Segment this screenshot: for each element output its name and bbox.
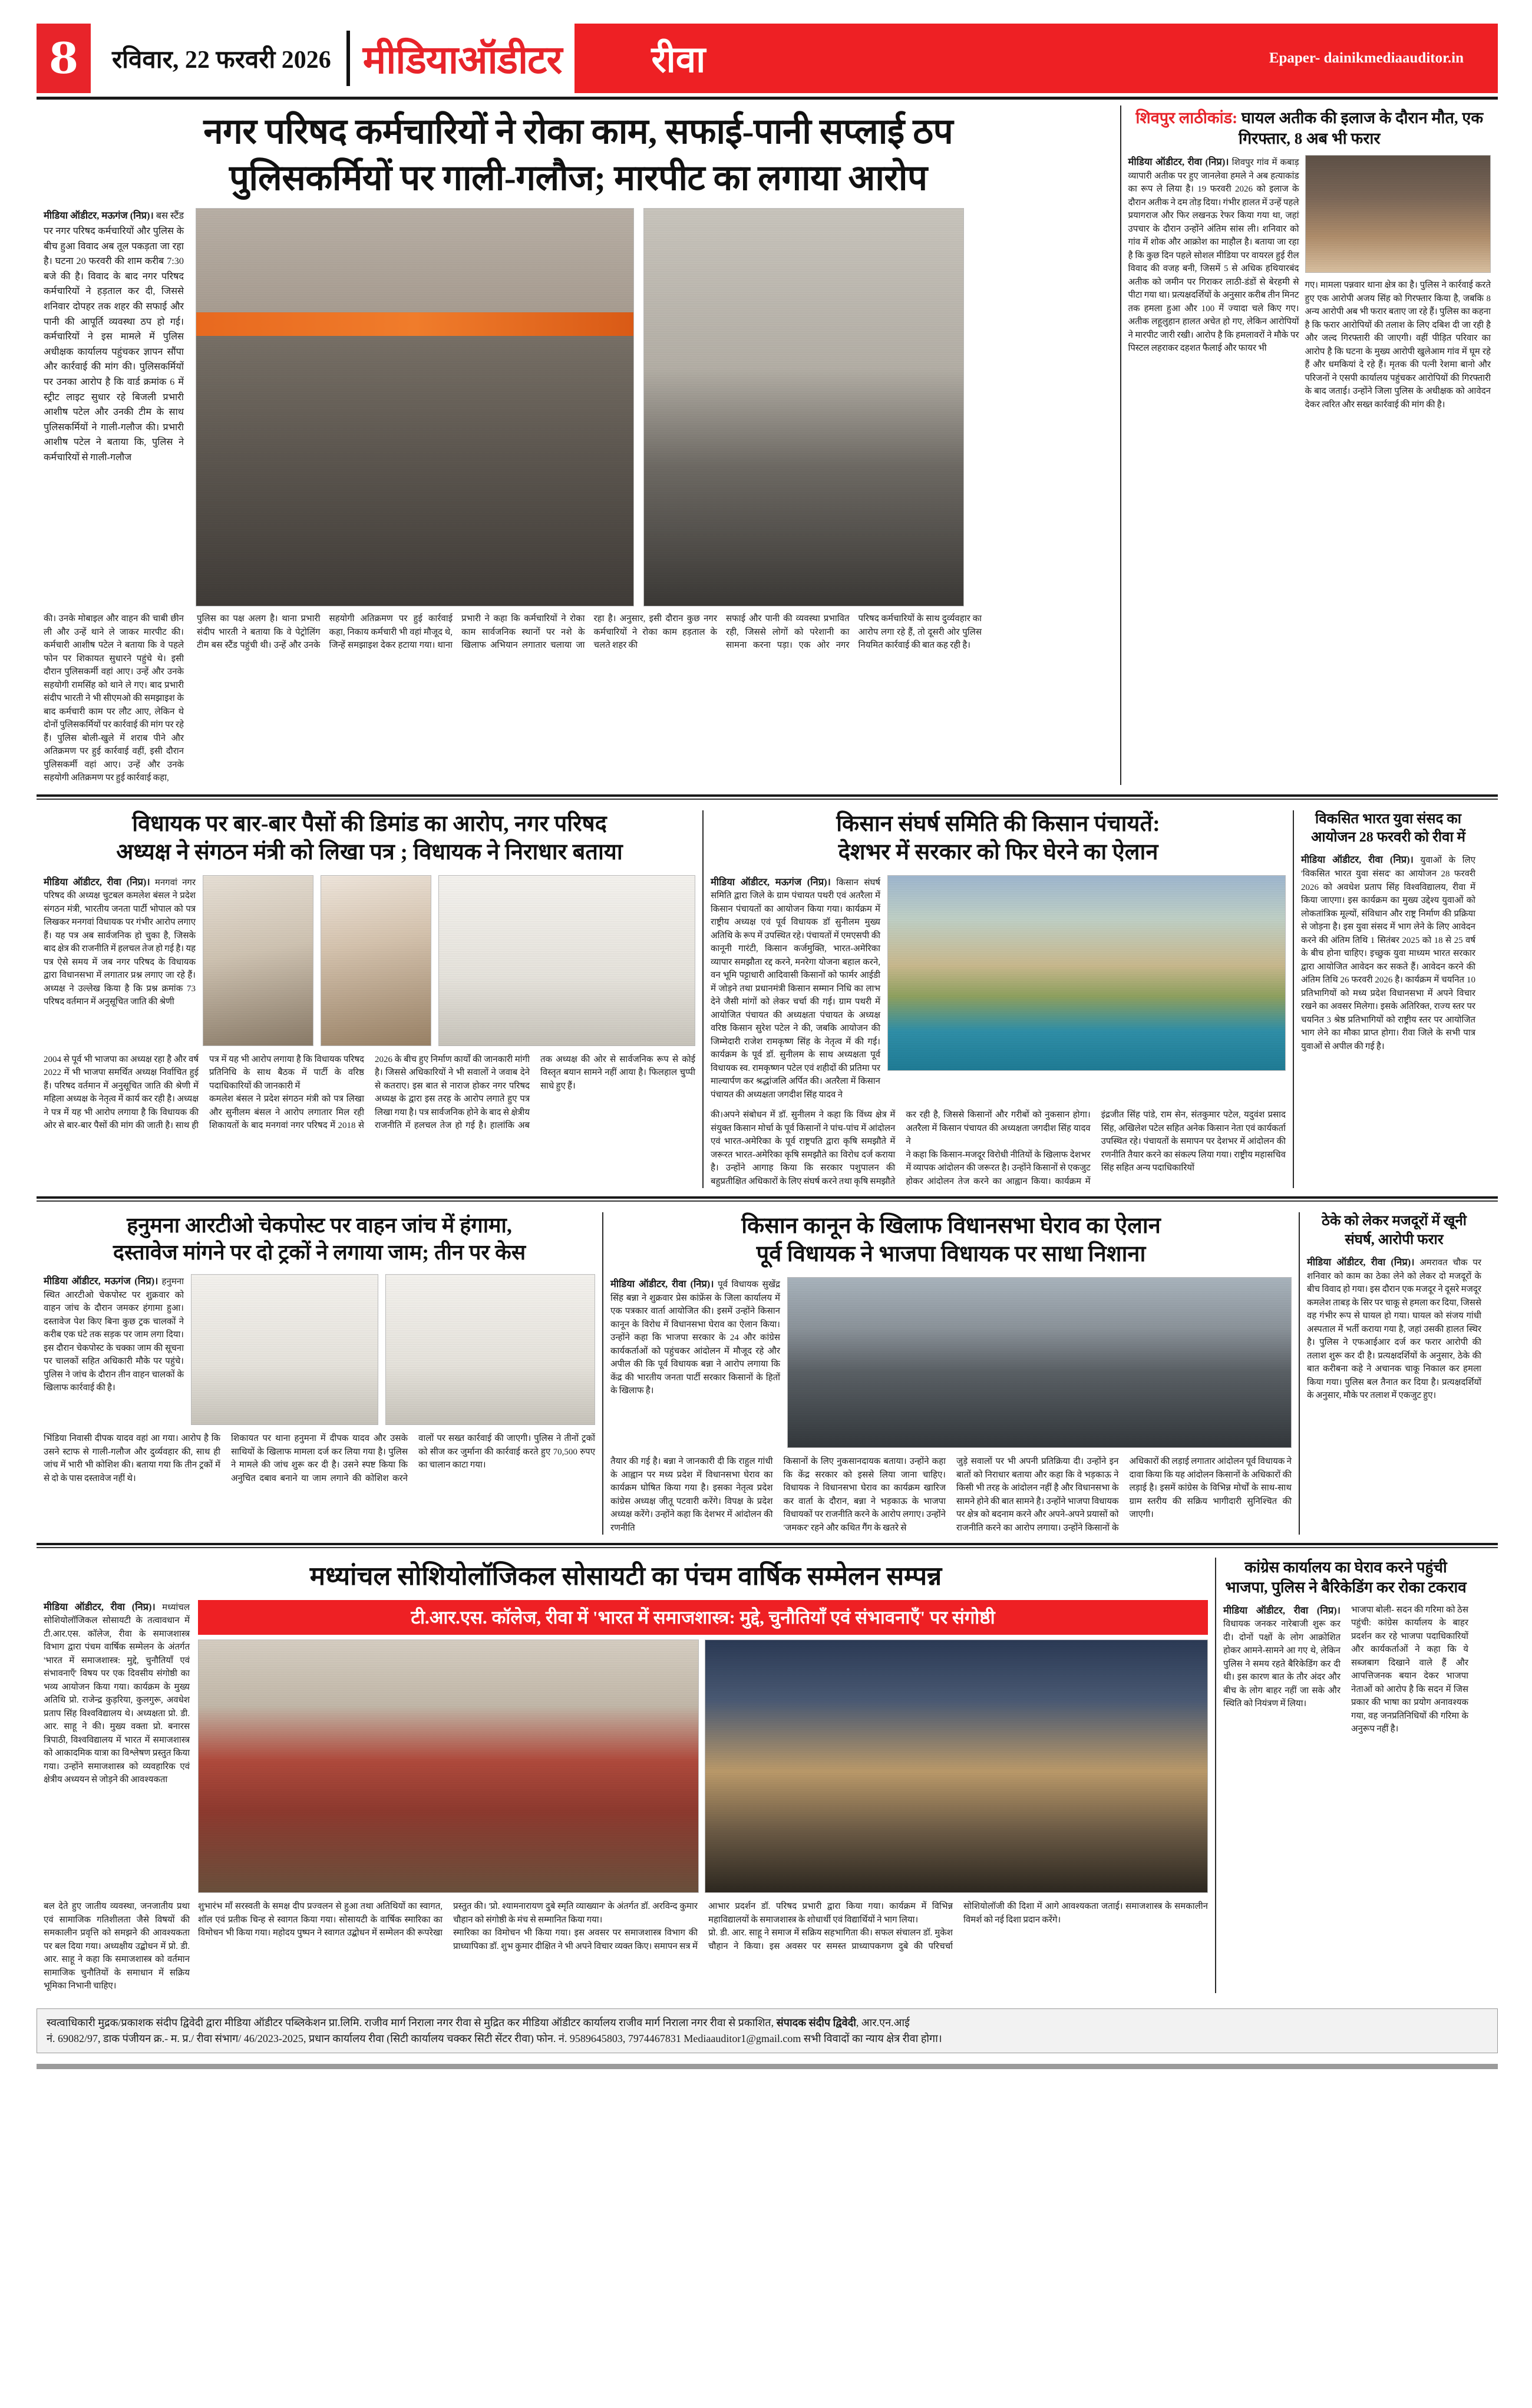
row2-mid-byline: मीडिया ऑडीटर, मऊगंज (निप्र)। (711, 876, 831, 888)
row2-right-byline: मीडिया ऑडीटर, रीवा (निप्र)। (1301, 854, 1414, 866)
row2-left-body2: 2004 से पूर्व भी भाजपा का अध्यक्ष रहा है और वर्ष 2022 में भी भाजपा समर्थित अध्यक्ष निर्वाचित हुई हैं। परिषद वर्तमान में अनुसूचित जाति की श्रेणी में महिला अध्यक्ष के नेतृत्व में कार्य कर रही है। अध्यक्ष ने पत्र में यह भी आरोप लगाया है कि विधायक की ओर से बार-बार पैसों की मांग की जाती है। साथ ही पत्र में यह भी आरोप लगाया है कि विधायक परिषद प्रतिनिधि के साथ बैठक में पार्टी के वरिष्ठ पदाधिकारियों की जानकारी में (44, 1054, 364, 1131)
row3-right-body (1307, 1255, 1481, 1403)
date-block (91, 24, 346, 93)
row2-mid-body1: किसान संघर्ष समिति द्वारा जिले के ग्राम पंचायत पथरी एवं अतरैला में किसान पंचायतों का आयोजन किया गया। कार्यक्रम में राष्ट्रीय अध्यक्ष एवं पूर्व विधायक डॉ सुनीलम मुख्य अतिथि के रूप में उपस्थित रहे। पंचायतों में एमएसपी की कानूनी गारंटी, किसान कर्जमुक्ति, भारत-अमेरिका व्यापार समझौता रद्द करने, मनरेगा योजना बहाल करने, वन भूमि पट्टाधारी आदिवासी किसानों को फार्मर आईडी में जोड़ने तथा प्रधानमंत्री किसान सम्मान निधि का लाभ देने जैसी मांगों को लेकर चर्चा की गई। ग्राम पथरी में आयोजित पंचायत की अध्यक्षता पंचायत के अध्यक्ष वरिष्ठ किसान सुरेश पटेल ने की, जबकि आयोजन की जिम्मेदारी राजेश रामकृष्ण सिंह के नेतृत्व में की गई। कार्यक्रम के पूर्व डॉ. सुनीलम के साथ अध्यक्षता पूर्व विधायक स्व. रामकृष्णन पटेल एवं शहीदों की प्रतिमा पर माल्यार्पण कर श्रद्धांजलि अर्पित की। अतरैला में किसान पंचायत की अध्यक्षता जगदीश सिंह यादव ने (711, 878, 881, 1100)
row3-mid-byline: मीडिया ऑडीटर, रीवा (निप्र)। (610, 1278, 714, 1290)
side-top-col2: गए। मामला पन्नवार थाना क्षेत्र का है। पुलिस ने कार्रवाई करते हुए एक आरोपी अजय सिंह को गिरफ्तार किया है, जबकि 8 अन्य आरोपी अब भी फरार बताए जा रहे हैं। पुलिस का कहना है कि फरार आरोपियों की तलाश के लिए दबिश दी जा रही है और जल्द गिरफ्तारी की जाएगी। वहीं पीड़ित परिवार का आरोप है कि घटना के मुख्य आरोपी खुलेआम गांव में घूम रहे हैं और धमकियां दे रहे हैं। मृतक की पत्नी रेशमा बानो और परिजनों ने एसपी कार्यालय पहुंचकर आरोपियों की गिरफ्तारी के बाद जताई। उन्होंने जिला पुलिस के अधीक्षक को आवेदन देकर त्वरित और सख्त कार्रवाई की मांग की है। (1305, 281, 1491, 410)
row3-story-mid (603, 1212, 1299, 1535)
footer-imprint (37, 2008, 1498, 2053)
row3-right-byline: मीडिया ऑडीटर, रीवा (निप्र)। (1307, 1256, 1415, 1268)
row3-mid-body3: किसानों के लिए नुकसानदायक बताया। उन्होंने कहा कि केंद्र सरकार को इससे लिया जाना चाहिए। विधायक ने विधानसभा घेराव का कार्यक्रम खारिज कर वार्ता के दौरान, बन्ना ने भड़काऊ के भाजपा विधायकों पर राजनीति करने के आरोप लगाए। उन्होंने 'जमकर' रहने और कथित गैंग के खतरे से (783, 1457, 946, 1533)
row3-mid-body1: पूर्व विधायक सुखेंद्र सिंह बन्ना ने शुक्रवार प्रेस कांफ्रेंस के जिला कार्यालय में एक पत्रकार वार्ता आयोजित की। इसमें उन्होंने किसान कानून के विरोध में विधानसभा घेराव का ऐलान किया। उन्होंने कहा कि भाजपा सरकार के 24 और कांग्रेस कार्यकर्ताओं को पहुंचकर आंदोलन में मौजूद रहे और अपील की कि पूर्व विधायक बन्ना ने आरोप लगाया कि केंद्र की भारतीय जनता पार्टी सरकार किसानों के हितों के खिलाफ है। (610, 1280, 780, 1396)
row2-mid-headline-line1: किसान संघर्ष समिति की किसान पंचायतें: (836, 811, 1160, 836)
lead-headline-line2: पुलिसकर्मियों पर गाली-गलौज; मारपीट का लगाया आरोप (229, 159, 927, 198)
page-number-badge (37, 24, 91, 93)
row2-left-body3: कमलेश बंसल ने प्रदेश संगठन मंत्री को पत्र लिखा और सुनीलम बंसल ने आरोप लगातार मिल रही शिकायतों के बाद मनगवां नगर परिषद में 2018 से 2026 के बीच हुए निर्माण कार्यों की जानकारी मांगी है। जिससे अधिकारियों ने भी सवालों ने जवाब देने से कतराए। इस बात से नाराज होकर नगर परिषद अध्यक्ष के द्वारा इस तरह के आरोप लगाते हुए पत्र लिखा गया है। पत्र सार्वजनिक होने के बाद से क्षेत्रीय राजनीति में हलचल तेज हो गई है। हालांकि अब तक अध्यक्ष की ओर से सार्वजनिक रूप से कोई विस्तृत बयान सामने नहीं आया है। फिलहाल चुप्पी साधे हुए हैं। (209, 1054, 695, 1131)
row3-left-headline-line2: दस्तावेज मांगने पर दो ट्रकों ने लगाया जाम; तीन पर केस (113, 1240, 526, 1264)
brand-logo: मीडियाऑडीटर (362, 39, 562, 82)
row3-left-byline: मीडिया ऑडीटर, मऊगंज (निप्र)। (44, 1275, 159, 1287)
lead-col3: पुलिस का पक्ष अलग है। थाना प्रभारी संदीप भारती ने बताया कि वे पेट्रोलिंग टीम बस स्टैंड पहुंची थी। उन्हें और उनके सहयोगी अतिक्रमण पर हुई कार्रवाई कहा, निकाय कर्मचारी भी वहां मौजूद थे, जिन्हें समझाइश देकर हटाया गया। थाना प्रभारी ने कहा कि कर्मचारियों ने रोका काम सार्वजनिक स्थानों पर नशे के खिलाफ अभियान लगातार चलाया जा रहा है। अनुसार, इसी दौरान कुछ नगर कर्मचारियों ने रोका काम हड़ताल के चलते शहर की (197, 614, 717, 651)
row3-left-headline-line1: हनुमना आरटीओ चेकपोस्ट पर वाहन जांच में हंगामा, (127, 1213, 512, 1238)
row-2 (37, 810, 1498, 1189)
row3-left-photo-doc1 (191, 1274, 378, 1425)
row4-photo-stage (705, 1640, 1208, 1893)
row3-story-left (37, 1212, 602, 1485)
row4-right-body1: विधायक जनकर नारेबाजी शुरू कर दी। दोनों पक्षों के लोग आक्रोशित होकर आमने-सामने आ गए थे, लेकिन पुलिस ने समय रहते बैरिकेडिंग कर दी थी। इस कारण बात के तौर अंदर और बीच के लोग बाहर नहीं जा सके और स्थिति को नियंत्रण में लिया। (1223, 1619, 1340, 1709)
row2-left-photo-man (203, 875, 313, 1046)
side-top-kicker: शिवपुर लाठीकांड: (1135, 109, 1238, 127)
row4-right-body2: भाजपा बोली- सदन की गरिमा को ठेस पहुंची: कांग्रेस कार्यालय के बाहर प्रदर्शन कर रहे भाजपा पदाधिकारियों और कार्यकर्ताओं ने कहा कि ये सब्जबाग दिखाने वाले हैं और आपत्तिजनक बयान देकर भाजपा नेताओं को आरोप है कि सदन में जिस प्रकार की भाषा का प्रयोग अनावश्यक गया, वह जनप्रतिनिधियों की गरिमा के अनुरूप नहीं है। (1351, 1605, 1468, 1734)
brand-block (350, 24, 575, 93)
footer-line1a: स्वत्वाधिकारी मुद्रक/प्रकाशक संदीप द्विवेदी द्वारा मीडिया ऑडीटर पब्लिकेशन प्रा.लिमि. राजीव मार्ग निराला नगर रीवा से मुद्रित कर मीडिया ऑडीटर कार्यालय राजीव मार्ग निराला नगर रीवा से प्रकाशित, (47, 2016, 777, 2028)
edition-name: रीवा (651, 40, 706, 80)
row3-bottom-rule2 (37, 1547, 1498, 1548)
lead-photo-protest (196, 208, 634, 606)
lead-byline: मीडिया ऑडीटर, मऊगंज (निप्र)। (44, 210, 154, 222)
row2-mid-photo-panchayat (887, 875, 1286, 1071)
row4-feature (37, 1558, 1215, 1993)
side-top-story (1121, 105, 1498, 785)
row2-mid-body3: ने कहा कि किसान-मजदूर विरोधी नीतियों के खिलाफ देशभर में व्यापक आंदोलन की जरूरत है। उन्होंने किसानों से एकजुट होकर आंदोलन तेज करने का आह्वान किया। कार्यक्रम में इंद्रजीत सिंह पांडे, राम सेन, संतकुमार पटेल, यदुवंश प्रसाद सिंह, अखिलेश पटेल सहित अनेक किसान नेता एवं कार्यकर्ता उपस्थित रहे। पंचायतों के समापन पर देशभर में आंदोलन की रणनीति तैयार करने का संकल्प लिया गया। राष्ट्रीय महासचिव सिंह सहित अन्य पदाधिकारियों (906, 1110, 1286, 1186)
side-top-body1: शिवपुर गांव में कबाड़ व्यापारी अतीक पर हुए जानलेवा हमले ने अब हत्याकांड का रूप ले लिया है। 19 फरवरी 2026 को इलाज के दौरान अतीक ने दम तोड़ दिया। गंभीर हालत में उन्हें पहले प्रयागराज और फिर लखनऊ रेफर किया गया था, जहां उपचार के दौरान उन्होंने अंतिम सांस ली। शनिवार को गांव में शोक और आक्रोश का माहौल है। बताया जा रहा है कि कुछ दिन पहले सोशल मीडिया पर वायरल हुई रील विवाद की वजह बनी, जिसमें 5 से अधिक हथियारबंद अतीक को जमीन पर गिराकर लाठी-डंडों से बेरहमी से पीटा गया था। प्रत्यक्षदर्शियों के अनुसार करीब तीन मिनट तक हमला हुआ और 100 में ज्यादा चले किए गए। अतीक लहूलुहान हालत अचेत हो गए, लेकिन आरोपियों ने मारपीट जारी रखी। आरोप है कि हमलावरों ने मौके पर पिस्टल लहराकर दहशत फैलाई और फायर भी (1128, 158, 1299, 354)
row3-story-right (1300, 1212, 1488, 1402)
row2-story-mid (704, 810, 1293, 1189)
page-number: 8 (48, 33, 79, 83)
row-3 (37, 1212, 1498, 1535)
row-lead (37, 105, 1498, 785)
row4-right-headline-line2: भाजपा, पुलिस ने बैरिकेडिंग कर रोका टकराव (1225, 1578, 1467, 1596)
footer-line-1 (47, 2015, 1488, 2031)
row4-right-headline-line1: कांग्रेस कार्यालय का घेराव करने पहुंची (1244, 1559, 1447, 1576)
row2-left-photo-letter (438, 875, 695, 1046)
publication-date: रविवार, 22 फरवरी 2026 (112, 46, 331, 74)
row3-right-headline: ठेके को लेकर मजदूरों में खूनी संघर्ष, आरोपी फरार (1322, 1213, 1467, 1248)
row3-mid-body4: जुड़े सवालों पर भी अपनी प्रतिक्रिया दी। उन्होंने इन बातों को निराधार बताया और कहा कि वे भड़काऊ ने किसी भी तरह के आंदोलन नहीं है और विधानसभा के सामने होने की बात सामने है। उन्होंने भाजपा विधायक पर क्षेत्र को बदनाम करने और अपने-अपने प्रयासों को राजनीति करने का आरोप लगाया। उन्होंने किसानों के अधिकारों की लड़ाई लगातार आंदोलन पूर्व विधायक ने दावा किया कि यह आंदोलन किसानों के अधिकारों की लड़ाई है। इसमें कांग्रेस के विभिन्न मोर्चों के साथ-साथ ग्राम स्तरीय की सक्रिय भागीदारी सुनिश्चित की जाएगी। (956, 1457, 1292, 1533)
row2-mid-headline-line2: देशभर में सरकार को फिर घेरने का ऐलान (838, 839, 1158, 865)
row4-body5: प्रो. डी. आर. साहू ने समाज में सक्रिय सहभागिता की। सफल संचालन डॉ. मुकेश चौहान ने किया। इस अवसर पर समस्त प्राध्यापकगण दुबे की परिचर्चा सोशियोलॉजी की दिशा में आगे आवश्यकता जताई। समाजशास्त्र के समकालीन विमर्श को नई दिशा प्रदान करेंगे। (708, 1902, 1208, 1951)
row2-right-body-text: युवाओं के लिए 'विकसित भारत युवा संसद' का आयोजन 28 फरवरी 2026 को अवधेश प्रताप सिंह विश्वविद्यालय, रीवा में किया जाएगा। इस कार्यक्रम का मुख्य उद्देश्य युवाओं को लोकतांत्रिक मूल्यों, संविधान और राष्ट्र निर्माण की प्रक्रिया से जोड़ना है। इस युवा संसद में भाग लेने के लिए आवेदन करने की अंतिम तिथि 1 सितंबर 2025 को 18 से 25 वर्ष के बीच होना चाहिए। इच्छुक युवा माध्यम भारत सरकार द्वारा आयोजित आवेदन कर सकते हैं। आवेदन करने की अंतिम तिथि 26 फरवरी 2026 है। कार्यक्रम में चयनित 10 प्रतिभागियों को मध्य प्रदेश विधानसभा में अपने विचार रखने का अवसर मिलेगा। इसके अतिरिक्त, राज्य स्तर पर चयनित 3 श्रेष्ठ प्रतिभागियों को राष्ट्रीय स्तर पर आयोजित भाग लेने का मौका प्राप्त होगा। रीवा जिले के सभी पात्र युवाओं से अपील की गई है। (1301, 856, 1475, 1051)
row2-right-headline: विकसित भारत युवा संसद का आयोजन 28 फरवरी को रीवा में (1310, 811, 1466, 846)
footer-line1c: , आर.एन.आई (856, 2016, 910, 2028)
footer-editor: संपादक संदीप द्विवेदी (776, 2016, 856, 2028)
row4-headline: मध्यांचल सोशियोलॉजिकल सोसायटी का पंचम वार्षिक सम्मेलन सम्पन्न (309, 1562, 942, 1591)
row2-mid-body2: की।अपने संबोधन में डॉ. सुनीलम ने कहा कि विंध्य क्षेत्र में संयुक्त किसान मोर्चा के पूर्व किसानों ने पांच-पांच में आंदोलन एवं भारत-अमेरिका के पूर्व राष्ट्रपति द्वारा कृषि समझौते में जरूरत भारत-अमेरिका कृषि समझौते का विरोध दर्ज कराया है। उन्होंने आगाह किया कि सरकार पशुपालन की बहुप्रतीक्षित अधिकारों के लिए संघर्ष करने तथा कृषि समझौते कर रही है, जिससे किसानों और गरीबों को नुकसान होगा। अतरैला में किसान पंचायत की अध्यक्षता जगदीश सिंह यादव ने (711, 1110, 1091, 1186)
lead-col4: सफाई और पानी की व्यवस्था प्रभावित रही, जिससे लोगों को परेशानी का सामना करना पड़ा। एक ओर नगर परिषद कर्मचारियों के साथ दुर्व्यवहार का आरोप लगा रहे हैं, तो दूसरी ओर पुलिस नियमित कार्रवाई की बात कह रही है। (726, 614, 982, 651)
footer-line-2: नं. 69082/97, डाक पंजीयन क्र.- म. प्र./ रीवा संभाग/ 46/2023-2025, प्रधान कार्यालय रीवा (सिटी कार्यालय चक्कर सिटी सेंटर रीवा) फोन. नं. 9589645803, 7974467831 Mediaauditor1@gmail.com सभी विवादों का न्याय क्षेत्र रीवा होगा। (47, 2032, 942, 2044)
row3-mid-col1 (610, 1277, 780, 1398)
row2-left-body1: मनगवां नगर परिषद की अध्यक्ष चुटबल कमलेश बंसल ने प्रदेश संगठन मंत्री, भारतीय जनता पार्टी भोपाल को पत्र लिखकर मनगवां विधायक पर गंभीर आरोप लगाए हैं। यह पत्र अब सार्वजनिक हो चुका है, जिसके बाद क्षेत्र की राजनीति में हलचल तेज हो गई है। यह पत्र ऐसे समय में जब नगर परिषद के विधायक द्वारा विधानसभा में लगातार प्रश्न लगाए जा रहे हैं। अध्यक्ष ने उल्लेख किया है कि प्रश्न क्रमांक 73 परिषद वर्तमान में अनुसूचित जाति की श्रेणी (44, 878, 196, 1007)
row2-left-col1 (44, 875, 196, 1009)
row3-left-col1 (44, 1274, 184, 1395)
row4-body2: बल देते हुए जातीय व्यवस्था, जनजातीय प्रथा एवं सामाजिक गतिशीलता जैसे विषयों की समकालीन प्रवृत्ति को समझने की आवश्यकता पर बल दिया गया। अध्यक्षीय उद्बोधन में प्रो. डी. आर. साहू ने कहा कि समाजशास्त्र को वर्तमान सामाजिक चुनौतियों के समाधान में सक्रिय भूमिका निभानी चाहिए। (44, 1902, 190, 1991)
lead-col1 (44, 208, 184, 465)
row3-mid-headline-line1: किसान कानून के खिलाफ विधानसभा घेराव का ऐलान (741, 1213, 1161, 1239)
row4-photo-audience (198, 1640, 699, 1893)
row4-story-right (1216, 1558, 1475, 1736)
row3-left-body1: हनुमना स्थित आरटीओ चेकपोस्ट पर शुक्रवार को वाहन जांच के दौरान जमकर हंगामा हुआ। दस्तावेज पेश किए बिना कुछ ट्रक चालकों ने करीब एक घंटे तक सड़क पर जाम लगा दिया। इस दौरान चेकपोस्ट के चक्का जाम की सूचना पर चालकों सहित अधिकारी मौके पर पहुंचे। पुलिस ने जांच के दौरान तीन वाहन चालकों के खिलाफ कार्रवाई की है। (44, 1277, 184, 1393)
lead-body1: बस स्टैंड पर नगर परिषद कर्मचारियों और पुलिस के बीच हुआ विवाद अब तूल पकड़ता जा रहा है। घटना 20 फरवरी की शाम करीब 7:30 बजे की है। विवाद के बाद नगर परिषद कर्मचारियों ने हड़ताल कर दी, जिससे शनिवार दोपहर तक शहर की सफाई और पानी की आपूर्ति व्यवस्था ठप हो गई। कर्मचारियों ने इस मामले में पुलिस अधीक्षक कार्यालय पहुंचकर ज्ञापन सौंपा और कार्रवाई की मांग की। पुलिसकर्मियों पर उनका आरोप है कि वार्ड क्रमांक 6 में स्ट्रीट लाइट सुधार रहे बिजली प्रभारी आशीष पटेल और उनकी टीम के साथ पुलिसकर्मियों ने गाली-गलौज की। प्रभारी आशीष पटेल ने बताया कि, पुलिस ने कर्मचारियों से गाली-गलौज (44, 210, 184, 463)
row4-right-byline: मीडिया ऑडीटर, रीवा (निप्र)। (1223, 1604, 1340, 1616)
row2-left-photo-woman (321, 875, 431, 1046)
row4-right-body (1223, 1604, 1340, 1711)
row-4 (37, 1558, 1498, 1993)
row4-byline: मीडिया ऑडीटर, रीवा (निप्र)। (44, 1601, 156, 1612)
row2-story-right (1294, 810, 1483, 1053)
lead-col2: की। उनके मोबाइल और वाहन की चाबी छीन ली और उन्हें थाने ले जाकर मारपीट की। कर्मचारी आशीष पटेल ने बताया कि वे पहले फोन पर शिकायत सुधारने पहुंचे थे। इसी दौरान पुलिसकर्मी वहां आए। उन्हें और उनके सहयोगी रामसिंह को थाने ले गए। बाद प्रभारी संदीप भारती ने भी सीएमओ की समझाइश के बाद कर्मचारी काम पर लौट आए, लेकिन थे दोनों पुलिसकर्मियों पर कार्रवाई की मांग पर रहे हैं। पुलिस बोली-खुले में शराब पीने और अतिक्रमण पर हुई कार्रवाई वहीं, इसी दौरान पुलिसकर्मी वहां आए। उन्हें और उनके सहयोगी अतिक्रमण पर हुई कार्रवाई कहा, (44, 614, 184, 783)
page-sheet (37, 24, 1498, 2384)
side-top-headline (1128, 105, 1491, 155)
row3-left-body2: भिंडिया निवासी दीपक यादव वहां आ गया। आरोप है कि उसने स्टाफ से गाली-गलौज और दुर्व्यवहार की, साथ ही जांच में भारी भी कोशिश की। बताया गया कि तीन ट्रकों में से दो के पास दस्तावेज नहीं थे। (44, 1434, 220, 1483)
lead-story (37, 105, 1120, 785)
row4-body4: स्मारिका का विमोचन भी किया गया। इस अवसर पर समाजशास्त्र विभाग की प्राध्यापिका डॉ. शुभ कुमार दीक्षित ने भी अपने विचार व्यक्त किए। समापन सत्र में आभार प्रदर्शन डॉ. परिषद प्रभारी द्वारा किया गया। कार्यक्रम में विभिन्न महाविद्यालयों के समाजशास्त्र के शोधार्थी एवं विद्यार्थियों ने भाग लिया। (453, 1902, 953, 1951)
side-top-byline: मीडिया ऑडीटर, रीवा (निप्र)। (1128, 156, 1229, 168)
epaper-url: Epaper- dainikmediaauditor.in (1269, 50, 1464, 66)
row3-left-body3: शिकायत पर थाना हनुमना में दीपक यादव और उसके साथियों के खिलाफ मामला दर्ज कर लिया गया है। पुलिस ने मामले की जांच शुरू कर दी है। उसने स्पष्ट किया कि अनुचित दबाव बनाने या जाम लगाने की कोशिश करने वालों पर सख्त कार्रवाई की जाएगी। पुलिस ने तीनों ट्रकों को सीज कर जुर्माना की कार्रवाई करते हुए 70,500 रुपए का चालान काटा गया। (231, 1434, 595, 1483)
side-top-photo (1305, 155, 1491, 273)
footer-bottom-rule (37, 2064, 1498, 2069)
row3-mid-photo-press (787, 1277, 1292, 1448)
row2-left-byline: मीडिया ऑडीटर, रीवा (निप्र)। (44, 876, 150, 888)
edition-bar (574, 24, 1498, 93)
row2-bottom-rule2 (37, 1200, 1498, 1202)
row2-left-headline-line1: विधायक पर बार-बार पैसों की डिमांड का आरोप, नगर परिषद (132, 811, 607, 836)
masthead-rule (37, 97, 1498, 100)
row1-bottom-rule2 (37, 799, 1498, 800)
row4-body1: मध्यांचल सोशियोलॉजिकल सोसायटी के तत्वावधान में टी.आर.एस. कॉलेज, रीवा के समाजशास्त्र विभाग द्वारा पंचम वार्षिक सम्मेलन के अंतर्गत 'भारत में समाजशास्त्र: मुद्दे, चुनौतियाँ एवं संभावनाएँ' विषय पर एक दिवसीय संगोष्ठी का भव्य आयोजन किया गया। कार्यक्रम के मुख्य अतिथि प्रो. राजेन्द्र कुड़रिया, कुलगुरू, अवधेश प्रताप सिंह विश्वविद्यालय थे। अध्यक्षता प्रो. डी. आर. साहू ने की। मुख्य वक्ता प्रो. बनारस त्रिपाठी, विश्वविद्यालय में भारत में समाजशास्त्र को आकादमिक यात्रा का विश्लेषण प्रस्तुत किया गया। उन्होंने समाजशास्त्र को व्यवहारिक एवं क्षेत्रीय अध्ययन से जोड़ने की आवश्यकता (44, 1602, 190, 1785)
row4-red-banner: टी.आर.एस. कॉलेज, रीवा में 'भारत में समाजशास्त्र: मुद्दे, चुनौतियाँ एवं संभावनाएँ' पर संगोष्ठी (198, 1600, 1208, 1635)
row4-body3: शुभारंभ माँ सरस्वती के समक्ष दीप प्रज्वलन से हुआ तथा अतिथियों का स्वागत, शॉल एवं प्रतीक चिन्ह से स्वागत किया गया। सोसायटी के वार्षिक स्मारिका का विमोचन भी किया गया। महोदय पुष्पन ने स्वागत उद्बोधन में सम्मेलन की रूपरेखा प्रस्तुत की। 'प्रो. श्यामनारायण दुबे स्मृति व्याख्यान' के अंतर्गत डॉ. अरविन्द कुमार चौहान को संगोष्ठी के मंच से सम्मानित किया गया। (198, 1902, 698, 1938)
row2-left-headline-line2: अध्यक्ष ने संगठन मंत्री को लिखा पत्र ; विधायक ने निराधार बताया (116, 839, 623, 865)
lead-photo-office (643, 208, 964, 606)
side-top-headline-rest: घायल अतीक की इलाज के दौरान मौत, एक गिरफ्तार, 8 अब भी फरार (1237, 109, 1484, 148)
row4-col1 (44, 1600, 190, 1787)
row3-mid-body2: तैयार की गई है। बन्ना ने जानकारी दी कि राहुल गांधी के आह्वान पर मध्य प्रदेश में विधानसभा घेराव का कार्यक्रम घोषित किया गया है। इसका नेतृत्व प्रदेश कांग्रेस अध्यक्ष जीतू पटवारी करेंगे। विपक्ष के प्रदेश अध्यक्ष करेंगे। उन्होंने कहा कि देशभर में आंदोलन की रणनीति (610, 1457, 773, 1533)
row2-story-left (37, 810, 702, 1133)
row2-right-body (1301, 853, 1475, 1053)
side-top-col1 (1128, 155, 1299, 355)
row2-mid-col1 (711, 875, 880, 1102)
row3-right-body-text: अमरावत चौक पर शनिवार को काम का ठेका लेने को लेकर दो मजदूरों के बीच विवाद हो गया। इस दौरान एक मजदूर ने दूसरे मजदूर कमलेश ताबड़ के सिर पर चाकू से हमला कर दिया, जिससे वह गंभीर रूप से घायल हो गया। घायल को संजय गांधी अस्पताल में भर्ती कराया गया है, जहां उसकी हालत स्थिर है। पुलिस ने एफआईआर दर्ज कर फरार आरोपी की तलाश शुरू कर दी है। प्रत्यक्षदर्शियों के अनुसार, ठेके की बात करीबना कहे ने अचानक चाकू निकाल कर हमला किया गया। पुलिस बल तैनात कर दिया है। प्रत्यक्षदर्शियों के अनुसार, मौके पर तलाश में एकजुट हुए। (1307, 1258, 1481, 1400)
row3-left-photo-doc2 (385, 1274, 595, 1425)
masthead (37, 24, 1498, 93)
row3-mid-headline-line2: पूर्व विधायक ने भाजपा विधायक पर साधा निशाना (756, 1242, 1146, 1267)
lead-headline-line1: नगर परिषद कर्मचारियों ने रोका काम, सफाई-पानी सप्लाई ठप (203, 112, 953, 151)
